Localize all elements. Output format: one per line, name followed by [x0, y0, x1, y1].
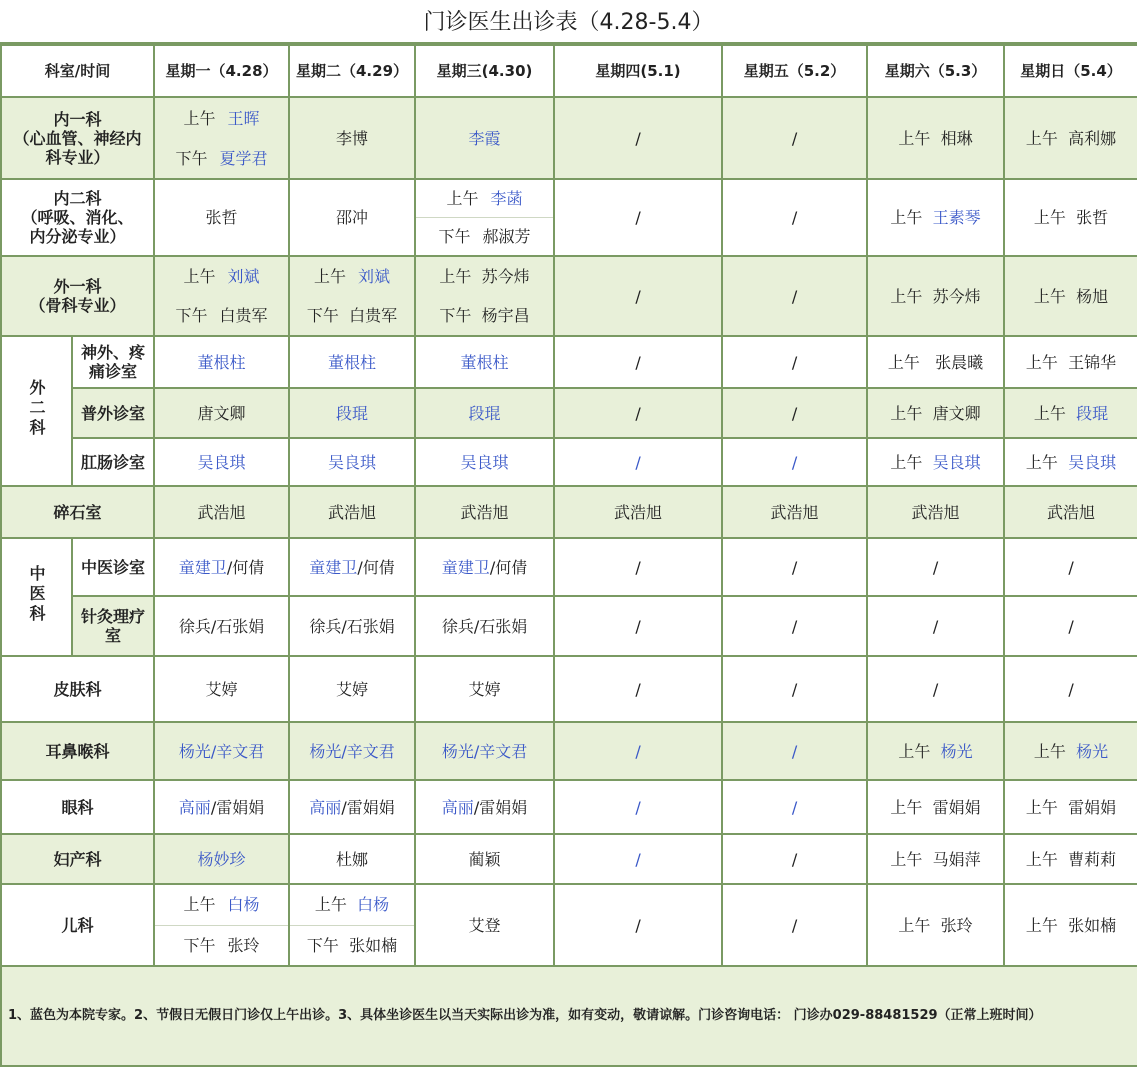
cell-split [154, 97, 289, 179]
doctor-cell: 上午 相琳 [867, 97, 1004, 179]
closed-cell: / [867, 656, 1004, 722]
header-day: 星期五（5.2） [722, 45, 867, 97]
closed-cell: / [867, 538, 1004, 596]
dept-name: 外一科 （骨科专业） [1, 256, 154, 336]
doctor-cell: 吴良琪 [415, 438, 554, 486]
closed-cell: / [722, 596, 867, 656]
closed-cell: / [722, 538, 867, 596]
doctor-cell: 杨妙珍 [154, 834, 289, 884]
doctor-cell: 武浩旭 [154, 486, 289, 538]
doctor-cell: 杜娜 [289, 834, 415, 884]
dept-name: 眼科 [1, 780, 154, 834]
row-gangchang [1, 438, 1137, 486]
row-suishi [1, 486, 1137, 538]
am-slot: 上午 苏今炜 [439, 267, 530, 286]
closed-cell: / [722, 834, 867, 884]
cell-split [154, 884, 289, 966]
closed-cell: / [554, 596, 722, 656]
closed-cell: / [554, 834, 722, 884]
pm-slot: 下午 杨宇昌 [439, 306, 530, 325]
doctor-cell: 上午 杨旭 [1004, 256, 1137, 336]
doctor-cell: 上午 杨光 [1004, 722, 1137, 780]
doctor-cell: 上午 杨光 [867, 722, 1004, 780]
header-day: 星期日（5.4） [1004, 45, 1137, 97]
sub-dept-name: 肛肠诊室 [72, 438, 154, 486]
doctor-cell: 高丽/雷娟娟 [154, 780, 289, 834]
doctor-cell: 童建卫/何倩 [289, 538, 415, 596]
doctor-cell: 武浩旭 [1004, 486, 1137, 538]
doctor-cell: 李博 [289, 97, 415, 179]
doctor-cell: 武浩旭 [867, 486, 1004, 538]
doctor-cell: 董根柱 [154, 336, 289, 388]
row-nei1 [1, 97, 1137, 179]
doctor-cell: 上午 王锦华 [1004, 336, 1137, 388]
header-row [1, 45, 1137, 97]
doctor-cell: 艾婷 [289, 656, 415, 722]
doctor-cell: 上午 段琨 [1004, 388, 1137, 438]
doctor-cell: 上午 马娟萍 [867, 834, 1004, 884]
dept-name: 皮肤科 [1, 656, 154, 722]
page-title: 门诊医生出诊表（4.28-5.4） [0, 0, 1137, 44]
dept-name: 耳鼻喉科 [1, 722, 154, 780]
doctor-cell: 武浩旭 [289, 486, 415, 538]
sub-dept-name: 中医诊室 [72, 538, 154, 596]
closed-cell: / [554, 780, 722, 834]
doctor-cell: 上午 张晨曦 [867, 336, 1004, 388]
row-yan [1, 780, 1137, 834]
row-er [1, 884, 1137, 966]
cell-split [415, 256, 554, 336]
doctor-cell: 杨光/辛文君 [289, 722, 415, 780]
closed-cell: / [554, 538, 722, 596]
doctor-cell: 上午 苏今炜 [867, 256, 1004, 336]
doctor-cell: 高丽/雷娟娟 [289, 780, 415, 834]
header-dept: 科室/时间 [1, 45, 154, 97]
pm-slot: 下午 张如楠 [306, 935, 398, 955]
cell-split [289, 884, 415, 966]
closed-cell: / [1004, 538, 1137, 596]
closed-cell: / [554, 388, 722, 438]
closed-cell: / [554, 179, 722, 256]
pm-slot: 下午 夏学君 [175, 148, 268, 168]
closed-cell: / [1004, 596, 1137, 656]
dept-name: 碎石室 [1, 486, 154, 538]
am-slot: 上午 李菡 [416, 180, 553, 218]
row-fuchan [1, 834, 1137, 884]
closed-cell: / [722, 722, 867, 780]
doctor-cell: 高丽/雷娟娟 [415, 780, 554, 834]
cell-split [289, 256, 415, 336]
row-pifu [1, 656, 1137, 722]
closed-cell: / [554, 256, 722, 336]
sub-dept-name: 普外诊室 [72, 388, 154, 438]
doctor-cell: 邵冲 [289, 179, 415, 256]
am-slot: 上午 白杨 [155, 885, 288, 926]
closed-cell: / [554, 336, 722, 388]
doctor-cell: 上午 王素琴 [867, 179, 1004, 256]
row-zhongyi-zhenjiu [1, 596, 1137, 656]
footer-row [1, 966, 1137, 1066]
closed-cell: / [867, 596, 1004, 656]
closed-cell: / [722, 97, 867, 179]
header-day: 星期四(5.1) [554, 45, 722, 97]
closed-cell: / [554, 97, 722, 179]
doctor-cell: 艾婷 [415, 656, 554, 722]
doctor-cell: 杨光/辛文君 [415, 722, 554, 780]
doctor-cell: 段琨 [289, 388, 415, 438]
dept-name: 妇产科 [1, 834, 154, 884]
closed-cell: / [554, 438, 722, 486]
closed-cell: / [722, 656, 867, 722]
doctor-cell: 上午 高利娜 [1004, 97, 1137, 179]
am-slot: 上午 刘斌 [183, 267, 260, 286]
closed-cell: / [722, 179, 867, 256]
closed-cell: / [722, 256, 867, 336]
pm-slot: 下午 白贵军 [306, 306, 398, 325]
sub-dept-name: 神外、疼 痛诊室 [72, 336, 154, 388]
doctor-cell: 艾婷 [154, 656, 289, 722]
doctor-cell: 吴良琪 [154, 438, 289, 486]
dept-group-zhongyi: 中医科 [1, 538, 72, 656]
doctor-cell: 杨光/辛文君 [154, 722, 289, 780]
doctor-cell: 徐兵/石张娟 [289, 596, 415, 656]
closed-cell: / [722, 336, 867, 388]
row-erbi [1, 722, 1137, 780]
doctor-cell: 上午 张哲 [1004, 179, 1137, 256]
am-slot: 上午 刘斌 [314, 267, 391, 286]
row-wai1 [1, 256, 1137, 336]
schedule-table [0, 44, 1137, 1067]
doctor-cell: 上午 雷娟娟 [1004, 780, 1137, 834]
closed-cell: / [554, 722, 722, 780]
doctor-cell: 武浩旭 [722, 486, 867, 538]
row-nei2 [1, 179, 1137, 256]
closed-cell: / [554, 884, 722, 966]
am-slot: 上午 白杨 [290, 885, 414, 926]
closed-cell: / [722, 388, 867, 438]
closed-cell: / [722, 438, 867, 486]
doctor-cell: 上午 吴良琪 [867, 438, 1004, 486]
doctor-cell: 段琨 [415, 388, 554, 438]
row-shenwai [1, 336, 1137, 388]
sub-dept-name: 针灸理疗 室 [72, 596, 154, 656]
doctor-cell: 童建卫/何倩 [415, 538, 554, 596]
dept-name: 内二科 （呼吸、消化、 内分泌专业） [1, 179, 154, 256]
header-day: 星期三(4.30) [415, 45, 554, 97]
cell-split [415, 179, 554, 256]
doctor-cell: 徐兵/石张娟 [154, 596, 289, 656]
closed-cell: / [554, 656, 722, 722]
row-zhongyi-zhenshi [1, 538, 1137, 596]
doctor-cell: 蔺颖 [415, 834, 554, 884]
doctor-cell: 张哲 [154, 179, 289, 256]
doctor-cell: 上午 曹莉莉 [1004, 834, 1137, 884]
closed-cell: / [1004, 656, 1137, 722]
dept-name: 内一科 （心血管、神经内 科专业） [1, 97, 154, 179]
cell-split [154, 256, 289, 336]
header-day: 星期二（4.29） [289, 45, 415, 97]
am-slot: 上午 王晖 [183, 108, 260, 128]
doctor-cell: 上午 雷娟娟 [867, 780, 1004, 834]
dept-group-wai2: 外二科 [1, 336, 72, 486]
header-day: 星期一（4.28） [154, 45, 289, 97]
closed-cell: / [722, 780, 867, 834]
doctor-cell: 上午 唐文卿 [867, 388, 1004, 438]
pm-slot: 下午 张玲 [183, 935, 260, 955]
dept-name: 儿科 [1, 884, 154, 966]
doctor-cell: 唐文卿 [154, 388, 289, 438]
closed-cell: / [722, 884, 867, 966]
doctor-cell: 徐兵/石张娟 [415, 596, 554, 656]
doctor-cell: 上午 吴良琪 [1004, 438, 1137, 486]
pm-slot: 下午 郝淑芳 [438, 227, 531, 246]
doctor-cell: 武浩旭 [554, 486, 722, 538]
footer-note: 1、蓝色为本院专家。2、节假日无假日门诊仅上午出诊。3、具体坐诊医生以当天实际出诊为准，如有变动，敬请谅解。门诊咨询电话： 门诊办029-88481529（正常上班时间） [1, 966, 1137, 1066]
doctor-cell: 艾登 [415, 884, 554, 966]
header-day: 星期六（5.3） [867, 45, 1004, 97]
doctor-cell: 上午 张如楠 [1004, 884, 1137, 966]
doctor-cell: 武浩旭 [415, 486, 554, 538]
row-puwai [1, 388, 1137, 438]
doctor-cell: 童建卫/何倩 [154, 538, 289, 596]
doctor-cell: 董根柱 [289, 336, 415, 388]
pm-slot: 下午 白贵军 [175, 306, 268, 325]
doctor-cell: 李霞 [415, 97, 554, 179]
doctor-cell: 董根柱 [415, 336, 554, 388]
doctor-cell: 上午 张玲 [867, 884, 1004, 966]
doctor-cell: 吴良琪 [289, 438, 415, 486]
